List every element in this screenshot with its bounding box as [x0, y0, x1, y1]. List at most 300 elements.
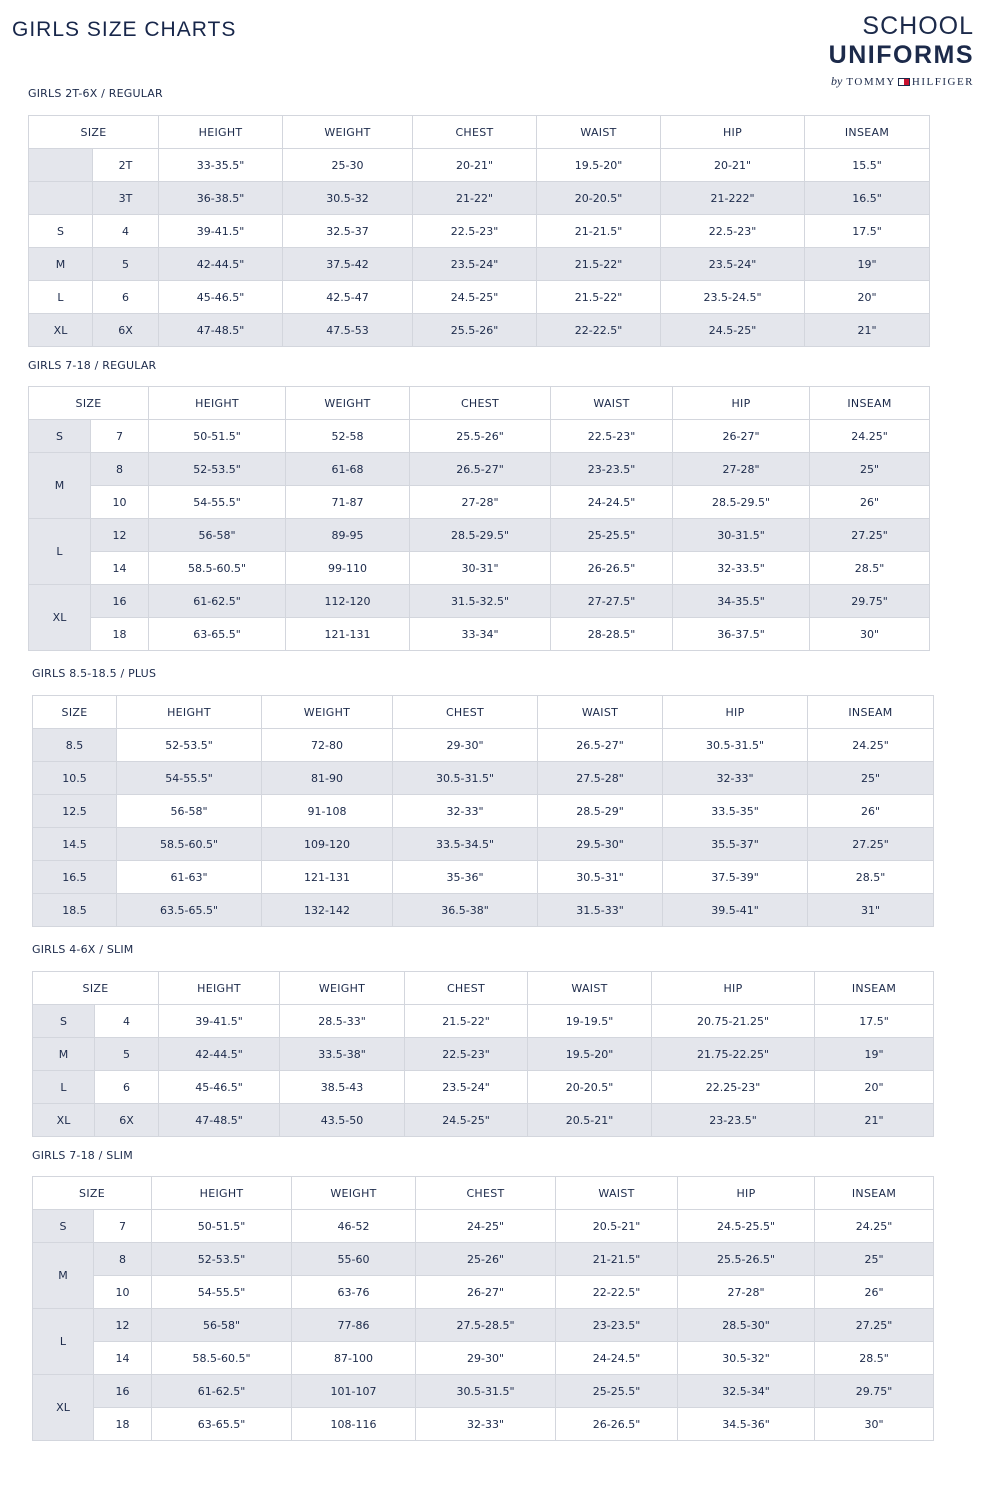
col-height: HEIGHT — [149, 387, 286, 420]
cell-inseam: 16.5" — [805, 182, 930, 215]
table-row — [33, 1210, 934, 1243]
cell-weight: 108-116 — [292, 1408, 416, 1441]
table-row — [33, 795, 934, 828]
cell-chest: 25.5-26" — [413, 314, 537, 347]
cell-waist: 21-21.5" — [537, 215, 661, 248]
cell-waist: 20.5-21" — [556, 1210, 678, 1243]
cell-weight: 55-60 — [292, 1243, 416, 1276]
cell-height: 50-51.5" — [152, 1210, 292, 1243]
cell-height: 52-53.5" — [149, 453, 286, 486]
cell-chest: 20-21" — [413, 149, 537, 182]
section-title-2t-6x-regular: GIRLS 2T-6X / REGULAR — [28, 87, 163, 100]
size-table-4-6x-slim — [32, 971, 934, 1137]
size-letter: XL — [33, 1375, 94, 1441]
cell-weight: 121-131 — [262, 861, 393, 894]
cell-hip: 25.5-26.5" — [678, 1243, 815, 1276]
cell-weight: 37.5-42 — [283, 248, 413, 281]
cell-chest: 36.5-38" — [393, 894, 538, 927]
cell-hip: 32.5-34" — [678, 1375, 815, 1408]
size-number: 6 — [93, 281, 159, 314]
cell-inseam: 24.25" — [815, 1210, 934, 1243]
cell-hip: 26-27" — [673, 420, 810, 453]
cell-inseam: 24.25" — [808, 729, 934, 762]
size-number: 4 — [93, 215, 159, 248]
col-hip: HIP — [678, 1177, 815, 1210]
header-row — [33, 1177, 934, 1210]
table-row — [33, 729, 934, 762]
cell-hip: 20.75-21.25" — [652, 1005, 815, 1038]
cell-weight: 63-76 — [292, 1276, 416, 1309]
cell-weight: 77-86 — [292, 1309, 416, 1342]
cell-height: 50-51.5" — [149, 420, 286, 453]
cell-chest: 23.5-24" — [405, 1071, 528, 1104]
table-row — [29, 585, 930, 618]
table-row — [29, 182, 930, 215]
size-letter: L — [33, 1309, 94, 1375]
size-number: 8 — [91, 453, 149, 486]
col-chest: CHEST — [410, 387, 551, 420]
cell-weight: 30.5-32 — [283, 182, 413, 215]
cell-weight: 109-120 — [262, 828, 393, 861]
cell-inseam: 21" — [815, 1104, 934, 1137]
brand-school: SCHOOL — [862, 12, 974, 40]
cell-waist: 30.5-31" — [538, 861, 663, 894]
section-title-4-6x-slim: GIRLS 4-6X / SLIM — [32, 943, 134, 956]
header-row — [33, 696, 934, 729]
cell-waist: 24-24.5" — [551, 486, 673, 519]
size-number: 2T — [93, 149, 159, 182]
cell-weight: 33.5-38" — [280, 1038, 405, 1071]
table-row — [33, 1375, 934, 1408]
size-number: 5 — [95, 1038, 159, 1071]
cell-waist: 29.5-30" — [538, 828, 663, 861]
col-height: HEIGHT — [159, 116, 283, 149]
cell-hip: 21-222" — [661, 182, 805, 215]
cell-weight: 81-90 — [262, 762, 393, 795]
table-row — [33, 1276, 934, 1309]
cell-height: 39-41.5" — [159, 215, 283, 248]
cell-weight: 28.5-33" — [280, 1005, 405, 1038]
cell-waist: 19-19.5" — [528, 1005, 652, 1038]
size-number: 5 — [93, 248, 159, 281]
cell-waist: 21.5-22" — [537, 281, 661, 314]
cell-chest: 32-33" — [393, 795, 538, 828]
brand-logo — [794, 12, 974, 89]
cell-waist: 22-22.5" — [556, 1276, 678, 1309]
cell-inseam: 20" — [805, 281, 930, 314]
cell-weight: 132-142 — [262, 894, 393, 927]
cell-hip: 20-21" — [661, 149, 805, 182]
size-number: 6 — [95, 1071, 159, 1104]
cell-hip: 23.5-24.5" — [661, 281, 805, 314]
cell-waist: 20.5-21" — [528, 1104, 652, 1137]
size-letter: M — [33, 1243, 94, 1309]
cell-hip: 32-33.5" — [673, 552, 810, 585]
cell-waist: 20-20.5" — [537, 182, 661, 215]
cell-hip: 30.5-31.5" — [663, 729, 808, 762]
cell-waist: 26.5-27" — [538, 729, 663, 762]
cell-chest: 25.5-26" — [410, 420, 551, 453]
size-value: 16.5 — [33, 861, 117, 894]
cell-height: 52-53.5" — [117, 729, 262, 762]
table-row — [33, 828, 934, 861]
cell-chest: 35-36" — [393, 861, 538, 894]
table-row — [33, 1408, 934, 1441]
cell-height: 42-44.5" — [159, 1038, 280, 1071]
table-row — [33, 1342, 934, 1375]
size-number: 18 — [94, 1408, 152, 1441]
size-number: 14 — [94, 1342, 152, 1375]
cell-waist: 23-23.5" — [551, 453, 673, 486]
cell-waist: 26-26.5" — [551, 552, 673, 585]
cell-height: 58.5-60.5" — [117, 828, 262, 861]
size-value: 10.5 — [33, 762, 117, 795]
cell-chest: 26.5-27" — [410, 453, 551, 486]
size-table-7-18-slim — [32, 1176, 934, 1441]
table-row — [33, 1071, 934, 1104]
cell-weight: 61-68 — [286, 453, 410, 486]
cell-waist: 27-27.5" — [551, 585, 673, 618]
brand-by: by — [831, 74, 843, 88]
table-row — [29, 519, 930, 552]
col-weight: WEIGHT — [283, 116, 413, 149]
table-row — [33, 1243, 934, 1276]
cell-hip: 34-35.5" — [673, 585, 810, 618]
cell-inseam: 24.25" — [810, 420, 930, 453]
table-row — [33, 762, 934, 795]
cell-weight: 72-80 — [262, 729, 393, 762]
cell-chest: 27.5-28.5" — [416, 1309, 556, 1342]
size-letter: M — [29, 248, 93, 281]
cell-height: 42-44.5" — [159, 248, 283, 281]
size-letter: XL — [33, 1104, 95, 1137]
size-letter: XL — [29, 314, 93, 347]
cell-waist: 28.5-29" — [538, 795, 663, 828]
cell-inseam: 19" — [805, 248, 930, 281]
table-row — [33, 1309, 934, 1342]
cell-hip: 39.5-41" — [663, 894, 808, 927]
cell-waist: 25-25.5" — [556, 1375, 678, 1408]
cell-height: 61-62.5" — [149, 585, 286, 618]
col-size: SIZE — [33, 1177, 152, 1210]
size-letter: S — [33, 1210, 94, 1243]
table-row — [29, 314, 930, 347]
size-letter — [29, 149, 93, 182]
cell-height: 47-48.5" — [159, 1104, 280, 1137]
size-letter: S — [29, 420, 91, 453]
cell-height: 45-46.5" — [159, 1071, 280, 1104]
table-row — [33, 1038, 934, 1071]
cell-inseam: 21" — [805, 314, 930, 347]
cell-inseam: 25" — [815, 1243, 934, 1276]
size-letter: L — [29, 281, 93, 314]
cell-inseam: 20" — [815, 1071, 934, 1104]
section-title-7-18-regular: GIRLS 7-18 / REGULAR — [28, 359, 157, 372]
cell-weight: 42.5-47 — [283, 281, 413, 314]
cell-weight: 52-58 — [286, 420, 410, 453]
cell-weight: 91-108 — [262, 795, 393, 828]
col-waist: WAIST — [551, 387, 673, 420]
size-number: 6X — [95, 1104, 159, 1137]
cell-chest: 29-30" — [416, 1342, 556, 1375]
table-row — [33, 894, 934, 927]
size-number: 16 — [91, 585, 149, 618]
size-number: 12 — [91, 519, 149, 552]
cell-height: 58.5-60.5" — [152, 1342, 292, 1375]
col-weight: WEIGHT — [286, 387, 410, 420]
size-letter: M — [33, 1038, 95, 1071]
cell-chest: 33-34" — [410, 618, 551, 651]
cell-waist: 19.5-20" — [537, 149, 661, 182]
size-value: 18.5 — [33, 894, 117, 927]
cell-height: 56-58" — [117, 795, 262, 828]
size-letter: S — [33, 1005, 95, 1038]
cell-inseam: 30" — [810, 618, 930, 651]
cell-chest: 23.5-24" — [413, 248, 537, 281]
size-number: 10 — [94, 1276, 152, 1309]
size-number: 4 — [95, 1005, 159, 1038]
size-letter: M — [29, 453, 91, 519]
cell-waist: 19.5-20" — [528, 1038, 652, 1071]
cell-hip: 22.25-23" — [652, 1071, 815, 1104]
size-letter: L — [29, 519, 91, 585]
cell-hip: 30-31.5" — [673, 519, 810, 552]
cell-chest: 28.5-29.5" — [410, 519, 551, 552]
cell-inseam: 30" — [815, 1408, 934, 1441]
col-chest: CHEST — [413, 116, 537, 149]
col-waist: WAIST — [537, 116, 661, 149]
cell-chest: 30.5-31.5" — [393, 762, 538, 795]
size-number: 7 — [94, 1210, 152, 1243]
cell-weight: 71-87 — [286, 486, 410, 519]
size-number: 18 — [91, 618, 149, 651]
section-title-8-5-18-5-plus: GIRLS 8.5-18.5 / PLUS — [32, 667, 157, 680]
cell-inseam: 17.5" — [815, 1005, 934, 1038]
cell-waist: 25-25.5" — [551, 519, 673, 552]
size-number: 10 — [91, 486, 149, 519]
col-size: SIZE — [29, 387, 149, 420]
cell-hip: 27-28" — [678, 1276, 815, 1309]
cell-height: 52-53.5" — [152, 1243, 292, 1276]
cell-inseam: 28.5" — [810, 552, 930, 585]
size-number: 6X — [93, 314, 159, 347]
cell-waist: 22.5-23" — [551, 420, 673, 453]
cell-hip: 33.5-35" — [663, 795, 808, 828]
cell-waist: 21-21.5" — [556, 1243, 678, 1276]
col-size: SIZE — [33, 696, 117, 729]
col-waist: WAIST — [556, 1177, 678, 1210]
cell-chest: 29-30" — [393, 729, 538, 762]
table-row — [29, 281, 930, 314]
col-hip: HIP — [661, 116, 805, 149]
col-hip: HIP — [673, 387, 810, 420]
cell-hip: 30.5-32" — [678, 1342, 815, 1375]
cell-waist: 24-24.5" — [556, 1342, 678, 1375]
col-height: HEIGHT — [117, 696, 262, 729]
table-row — [29, 248, 930, 281]
cell-weight: 46-52 — [292, 1210, 416, 1243]
cell-height: 58.5-60.5" — [149, 552, 286, 585]
cell-chest: 21.5-22" — [405, 1005, 528, 1038]
cell-inseam: 27.25" — [808, 828, 934, 861]
table-row — [29, 552, 930, 585]
table-row — [29, 149, 930, 182]
col-inseam: INSEAM — [810, 387, 930, 420]
cell-weight: 32.5-37 — [283, 215, 413, 248]
cell-chest: 24.5-25" — [413, 281, 537, 314]
cell-chest: 30.5-31.5" — [416, 1375, 556, 1408]
cell-height: 33-35.5" — [159, 149, 283, 182]
col-chest: CHEST — [393, 696, 538, 729]
cell-chest: 22.5-23" — [405, 1038, 528, 1071]
cell-hip: 27-28" — [673, 453, 810, 486]
cell-chest: 33.5-34.5" — [393, 828, 538, 861]
table-row — [29, 215, 930, 248]
col-size: SIZE — [33, 972, 159, 1005]
cell-hip: 23.5-24" — [661, 248, 805, 281]
table-row — [33, 1005, 934, 1038]
cell-weight: 25-30 — [283, 149, 413, 182]
col-weight: WEIGHT — [280, 972, 405, 1005]
cell-chest: 26-27" — [416, 1276, 556, 1309]
cell-inseam: 26" — [815, 1276, 934, 1309]
cell-waist: 27.5-28" — [538, 762, 663, 795]
cell-inseam: 26" — [810, 486, 930, 519]
cell-inseam: 19" — [815, 1038, 934, 1071]
brand-uniforms: UNIFORMS — [828, 41, 974, 69]
cell-weight: 38.5-43 — [280, 1071, 405, 1104]
cell-weight: 87-100 — [292, 1342, 416, 1375]
cell-height: 56-58" — [149, 519, 286, 552]
cell-hip: 28.5-29.5" — [673, 486, 810, 519]
cell-inseam: 29.75" — [815, 1375, 934, 1408]
size-value: 12.5 — [33, 795, 117, 828]
cell-weight: 99-110 — [286, 552, 410, 585]
cell-chest: 30-31" — [410, 552, 551, 585]
cell-weight: 101-107 — [292, 1375, 416, 1408]
cell-chest: 24-25" — [416, 1210, 556, 1243]
table-row — [29, 486, 930, 519]
cell-waist: 20-20.5" — [528, 1071, 652, 1104]
cell-waist: 31.5-33" — [538, 894, 663, 927]
cell-inseam: 25" — [810, 453, 930, 486]
cell-hip: 36-37.5" — [673, 618, 810, 651]
table-row — [29, 453, 930, 486]
cell-chest: 32-33" — [416, 1408, 556, 1441]
size-letter — [29, 182, 93, 215]
cell-weight: 112-120 — [286, 585, 410, 618]
col-hip: HIP — [652, 972, 815, 1005]
cell-chest: 25-26" — [416, 1243, 556, 1276]
cell-chest: 22.5-23" — [413, 215, 537, 248]
cell-waist: 28-28.5" — [551, 618, 673, 651]
col-inseam: INSEAM — [805, 116, 930, 149]
col-height: HEIGHT — [152, 1177, 292, 1210]
cell-inseam: 27.25" — [815, 1309, 934, 1342]
cell-hip: 21.75-22.25" — [652, 1038, 815, 1071]
page-title: GIRLS SIZE CHARTS — [12, 18, 237, 41]
cell-chest: 21-22" — [413, 182, 537, 215]
col-size: SIZE — [29, 116, 159, 149]
cell-hip: 23-23.5" — [652, 1104, 815, 1137]
cell-inseam: 15.5" — [805, 149, 930, 182]
cell-height: 39-41.5" — [159, 1005, 280, 1038]
cell-hip: 28.5-30" — [678, 1309, 815, 1342]
cell-weight: 47.5-53 — [283, 314, 413, 347]
col-chest: CHEST — [416, 1177, 556, 1210]
cell-chest: 24.5-25" — [405, 1104, 528, 1137]
cell-weight: 43.5-50 — [280, 1104, 405, 1137]
size-number: 12 — [94, 1309, 152, 1342]
cell-inseam: 29.75" — [810, 585, 930, 618]
col-chest: CHEST — [405, 972, 528, 1005]
header-row — [29, 387, 930, 420]
cell-chest: 31.5-32.5" — [410, 585, 551, 618]
size-letter: S — [29, 215, 93, 248]
col-height: HEIGHT — [159, 972, 280, 1005]
col-weight: WEIGHT — [262, 696, 393, 729]
cell-inseam: 28.5" — [808, 861, 934, 894]
flag-icon — [898, 78, 910, 86]
col-waist: WAIST — [538, 696, 663, 729]
cell-inseam: 26" — [808, 795, 934, 828]
cell-height: 56-58" — [152, 1309, 292, 1342]
cell-height: 54-55.5" — [152, 1276, 292, 1309]
size-number: 16 — [94, 1375, 152, 1408]
cell-waist: 26-26.5" — [556, 1408, 678, 1441]
table-row — [33, 1104, 934, 1137]
size-letter: XL — [29, 585, 91, 651]
cell-height: 45-46.5" — [159, 281, 283, 314]
cell-hip: 35.5-37" — [663, 828, 808, 861]
size-letter: L — [33, 1071, 95, 1104]
col-inseam: INSEAM — [808, 696, 934, 729]
cell-inseam: 31" — [808, 894, 934, 927]
size-number: 3T — [93, 182, 159, 215]
cell-height: 63-65.5" — [152, 1408, 292, 1441]
cell-height: 36-38.5" — [159, 182, 283, 215]
header-row — [29, 116, 930, 149]
cell-height: 61-62.5" — [152, 1375, 292, 1408]
brand-hilfiger: HILFIGER — [911, 76, 974, 88]
col-inseam: INSEAM — [815, 1177, 934, 1210]
cell-hip: 37.5-39" — [663, 861, 808, 894]
col-inseam: INSEAM — [815, 972, 934, 1005]
table-row — [33, 861, 934, 894]
cell-height: 54-55.5" — [149, 486, 286, 519]
brand-tommy: TOMMY — [846, 76, 896, 88]
section-title-7-18-slim: GIRLS 7-18 / SLIM — [32, 1149, 133, 1162]
cell-chest: 27-28" — [410, 486, 551, 519]
cell-inseam: 25" — [808, 762, 934, 795]
size-number: 7 — [91, 420, 149, 453]
cell-weight: 89-95 — [286, 519, 410, 552]
header-row — [33, 972, 934, 1005]
cell-hip: 24.5-25" — [661, 314, 805, 347]
cell-weight: 121-131 — [286, 618, 410, 651]
col-weight: WEIGHT — [292, 1177, 416, 1210]
size-table-plus — [32, 695, 934, 927]
brand-byline — [794, 74, 974, 89]
size-table-7-18-regular — [28, 386, 930, 651]
size-number: 14 — [91, 552, 149, 585]
cell-height: 63-65.5" — [149, 618, 286, 651]
size-value: 14.5 — [33, 828, 117, 861]
col-waist: WAIST — [528, 972, 652, 1005]
size-number: 8 — [94, 1243, 152, 1276]
cell-height: 47-48.5" — [159, 314, 283, 347]
table-row — [29, 420, 930, 453]
